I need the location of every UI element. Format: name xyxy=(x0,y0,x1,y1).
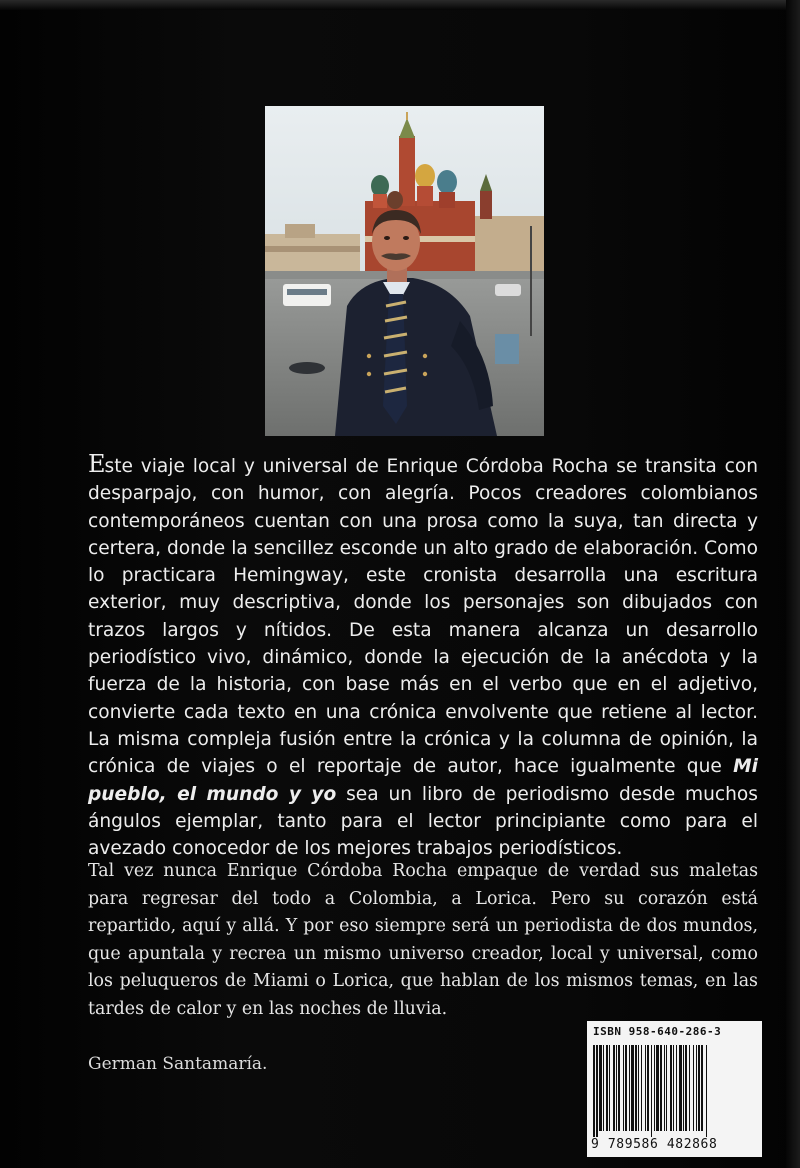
barcode-bar xyxy=(701,1045,703,1131)
barcode-bar xyxy=(606,1045,608,1131)
barcode-bar xyxy=(613,1045,615,1131)
blurb-paragraph-2: Tal vez nunca Enrique Córdoba Rocha empaque de verdad sus maletas para regresar del todo a Colombia, a Lorica. Pero su corazón está repartido, aquí y allá. Y por eso siempre será un periodista de dos mundos, que apuntala y recrea un mismo universo creador, local y universal, como los peluqueros de Miami o Lorica, que hablan de los mismos temas, en las tardes de calor y en las noches de lluvia. xyxy=(88,861,758,1019)
barcode-bar xyxy=(616,1045,617,1131)
barcode-bar xyxy=(631,1045,634,1131)
barcode-bar xyxy=(593,1045,595,1137)
barcode-bar xyxy=(664,1045,665,1131)
barcode-bar xyxy=(693,1045,694,1131)
barcode-bar xyxy=(698,1045,700,1131)
blurb-paragraph-1-text-a: ste viaje local y universal de Enrique Córdoba Rocha se transita con desparpajo, con humor, con alegría. Pocos creadores colombianos contemporáneos cuentan con una prosa como la suya, tan directa y certera, donde la sencillez esconde un alto grado de elaboración. Como lo practicara Hemingway, este cronista desarrolla una escritura exterior, muy descriptiva, donde los personajes son dibujados con trazos largos y nítidos. De esta manera alcanza un desarrollo periodístico vivo, dinámico, donde la ejecución de la anécdota y la fuerza de la historia, con base más en el verbo que en el adjetivo, convierte cada texto en una crónica envolvente que retiene al lector. La misma compleja fusión entre la crónica y la columna de opinión, la crónica de viajes o el reportaje de autor, hace igualmente que xyxy=(88,456,758,778)
barcode-bar xyxy=(696,1045,697,1131)
cover-spine-edge xyxy=(786,0,800,1168)
barcode-bar xyxy=(660,1045,662,1131)
barcode-bar xyxy=(656,1045,659,1131)
isbn-label: ISBN 958-640-286-3 xyxy=(593,1025,722,1038)
book-title: Mi pueblo, el mundo y yo xyxy=(88,756,758,805)
dropcap-letter: E xyxy=(88,450,105,478)
author-photo xyxy=(265,106,544,436)
barcode-bar xyxy=(673,1045,674,1131)
ean-digits: 9 789586 482868 xyxy=(591,1137,718,1152)
barcode-bar xyxy=(625,1045,627,1131)
barcode-bar xyxy=(635,1045,637,1131)
barcode-bar xyxy=(638,1045,639,1131)
barcode-bar xyxy=(645,1045,646,1131)
blurb-paragraph-1 xyxy=(88,451,758,862)
barcode-bar xyxy=(599,1045,602,1131)
barcode-bar xyxy=(623,1045,624,1131)
barcode-bars xyxy=(591,1045,759,1137)
barcode-bar xyxy=(647,1045,649,1131)
barcode-bar xyxy=(685,1045,687,1131)
barcode-bar xyxy=(603,1045,604,1131)
barcode-panel xyxy=(587,1021,762,1157)
cover-top-edge xyxy=(0,0,800,10)
barcode-bar xyxy=(676,1045,677,1131)
barcode-bar xyxy=(609,1045,610,1131)
author-photo-illustration xyxy=(265,106,544,436)
barcode-bar xyxy=(706,1045,707,1137)
barcode-bar xyxy=(679,1045,682,1131)
barcode-bar xyxy=(654,1045,655,1131)
barcode-bar xyxy=(596,1045,598,1137)
blurb-paragraph-1-text-b: sea un libro de periodismo desde muchos ángulos ejemplar, tanto para el lector principiante como para el avezado conocedor de los mejores trabajos periodísticos. xyxy=(88,783,758,860)
barcode-bar xyxy=(683,1045,684,1131)
barcode-bar xyxy=(670,1045,672,1131)
barcode-bar xyxy=(651,1045,652,1137)
barcode-bar xyxy=(641,1045,642,1131)
barcode-bar xyxy=(618,1045,620,1131)
barcode-bar xyxy=(666,1045,667,1131)
signature: German Santamaría. xyxy=(88,1054,268,1074)
barcode-bar xyxy=(629,1045,630,1131)
barcode-bar xyxy=(689,1045,690,1131)
